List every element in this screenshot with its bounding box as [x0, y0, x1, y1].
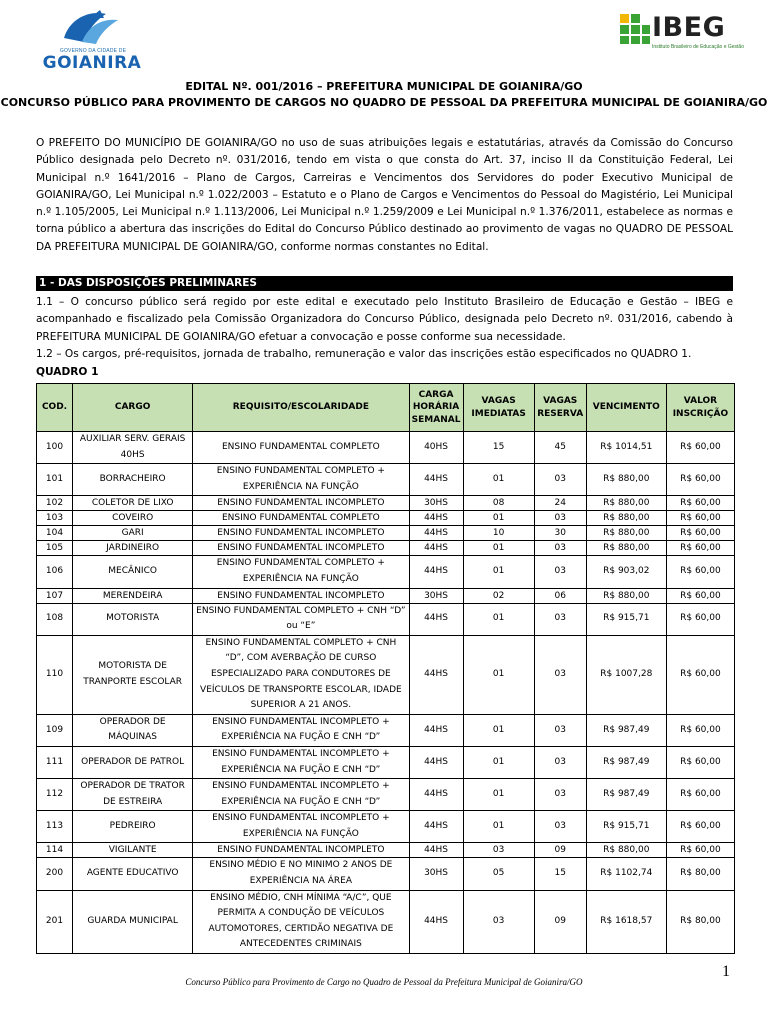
table-cell: R$ 903,02	[586, 556, 666, 588]
table-cell: 05	[463, 858, 534, 890]
table-cell: ENSINO FUNDAMENTAL COMPLETO + EXPERIÊNCIA NA FUNÇÃO	[193, 556, 409, 588]
table-cell: R$ 1618,57	[586, 890, 666, 953]
table-cell: 15	[463, 432, 534, 464]
table-cell: R$ 987,49	[586, 746, 666, 778]
table-cell: VIGILANTE	[73, 843, 193, 858]
table-cell: 201	[37, 890, 73, 953]
table-cell: 108	[37, 603, 73, 635]
table-cell: ENSINO FUNDAMENTAL COMPLETO	[193, 432, 409, 464]
table-cell: 40HS	[409, 432, 463, 464]
table-cell: ENSINO FUNDAMENTAL COMPLETO + EXPERIÊNCIA NA FUNÇÃO	[193, 464, 409, 496]
table-cell: 30HS	[409, 588, 463, 603]
table-cell: PEDREIRO	[73, 811, 193, 843]
header-cell: REQUISITO/ESCOLARIDADE	[193, 384, 409, 432]
table-cell: 44HS	[409, 746, 463, 778]
table-cell: R$ 987,49	[586, 714, 666, 746]
concurso-title: CONCURSO PÚBLICO PARA PROVIMENTO DE CARGOS NO QUADRO DE PESSOAL DA PREFEITURA MUNICIPAL DE GOIANIRA/GO	[0, 96, 768, 109]
table-cell: 112	[37, 779, 73, 811]
table-row	[37, 779, 735, 811]
table-cell: 101	[37, 464, 73, 496]
table-row	[37, 556, 735, 588]
table-cell: 03	[534, 714, 586, 746]
table-cell: 109	[37, 714, 73, 746]
table-cell: 01	[463, 556, 534, 588]
table-cell: GARI	[73, 526, 193, 541]
table-cell: ENSINO MÉDIO E NO MINIMO 2 ANOS DE EXPERIÊNCIA NA ÁREA	[193, 858, 409, 890]
table-row	[37, 511, 735, 526]
table-cell: R$ 880,00	[586, 588, 666, 603]
table-cell: 08	[463, 496, 534, 511]
table-row	[37, 635, 735, 714]
header-cell: CARGO	[73, 384, 193, 432]
table-cell: ENSINO FUNDAMENTAL COMPLETO + CNH “D” ou “E”	[193, 603, 409, 635]
table-cell: OPERADOR DE TRATOR DE ESTREIRA	[73, 779, 193, 811]
table-cell: R$ 915,71	[586, 603, 666, 635]
table-cell: 44HS	[409, 779, 463, 811]
table-cell: 100	[37, 432, 73, 464]
edital-title: EDITAL Nº. 001/2016 – PREFEITURA MUNICIPAL DE GOIANIRA/GO	[185, 80, 583, 93]
table-cell: MERENDEIRA	[73, 588, 193, 603]
table-cell: 10	[463, 526, 534, 541]
table-cell: 103	[37, 511, 73, 526]
table-row	[37, 714, 735, 746]
table-row	[37, 588, 735, 603]
table-row	[37, 746, 735, 778]
page-number: 1	[722, 963, 730, 980]
table-cell: ENSINO FUNDAMENTAL INCOMPLETO + EXPERIÊNCIA NA FUÇÃO E CNH “D”	[193, 746, 409, 778]
quadro-label: QUADRO 1	[36, 366, 99, 378]
table-cell: 15	[534, 858, 586, 890]
table-cell: 01	[463, 714, 534, 746]
intro-paragraph: O PREFEITO DO MUNICÍPIO DE GOIANIRA/GO no uso de suas atribuições legais e estatutárias, através da Comissão do Concurso Público designada pelo Decreto nº. 031/2016, tendo em vista o que consta do Art. 37, inciso II da Constituição Federal, Lei Municipal n.º 1641/2016 – Plano de Cargos, Carreiras e Vencimentos dos Servidores do poder Executivo Municipal de GOIANIRA/GO, Lei Municipal n.º 1.022/2003 – Estatuto e o Plano de Cargos e Vencimentos do Pessoal do Magistério, Lei Municipal n.º 1.105/2005, Lei Municipal n.º 1.113/2006, Lei Municipal n.º 1.259/2009 e Lei Municipal n.º 1.376/2011, estabelece as normas e torna público a abertura das inscrições do Edital do Concurso Público destinado ao provimento de vagas no QUADRO DE PESSOAL DA PREFEITURA MUNICIPAL DE GOIANIRA/GO, conforme normas constantes no Edital.	[36, 137, 733, 253]
table-cell: 110	[37, 635, 73, 714]
table-cell: 01	[463, 811, 534, 843]
quadro-table	[36, 383, 735, 954]
ibeg-logo	[620, 12, 744, 54]
table-cell: 104	[37, 526, 73, 541]
table-cell: 03	[534, 464, 586, 496]
table-cell: R$ 60,00	[666, 541, 734, 556]
table-cell: MECÂNICO	[73, 556, 193, 588]
table-row	[37, 843, 735, 858]
table-cell: R$ 60,00	[666, 432, 734, 464]
table-body	[37, 432, 735, 954]
table-cell: 114	[37, 843, 73, 858]
table-cell: R$ 60,00	[666, 511, 734, 526]
table-cell: R$ 1102,74	[586, 858, 666, 890]
table-cell: 01	[463, 511, 534, 526]
table-cell: 03	[534, 779, 586, 811]
section-title: 1 - DAS DISPOSIÇÕES PRELIMINARES	[39, 277, 257, 289]
table-cell: 01	[463, 746, 534, 778]
table-cell: 44HS	[409, 635, 463, 714]
table-row	[37, 811, 735, 843]
table-cell: 45	[534, 432, 586, 464]
table-cell: 06	[534, 588, 586, 603]
table-row	[37, 496, 735, 511]
table-cell: R$ 1014,51	[586, 432, 666, 464]
table-cell: R$ 880,00	[586, 526, 666, 541]
table-cell: OPERADOR DE PATROL	[73, 746, 193, 778]
table-cell: 01	[463, 464, 534, 496]
ibeg-name: IBEG	[652, 12, 726, 43]
table-row	[37, 464, 735, 496]
table-cell: 09	[534, 890, 586, 953]
table-cell: 44HS	[409, 603, 463, 635]
table-cell: R$ 60,00	[666, 588, 734, 603]
table-cell: ENSINO FUNDAMENTAL INCOMPLETO + EXPERIÊNCIA NA FUÇÃO E CNH “D”	[193, 714, 409, 746]
table-cell: OPERADOR DE MÁQUINAS	[73, 714, 193, 746]
table-cell: 03	[534, 811, 586, 843]
table-cell: ENSINO MÉDIO, CNH MÍNIMA “A/C”, QUE PERMITA A CONDUÇÃO DE VEÍCULOS AUTOMOTORES, CERTIDÃO NEGATIVA DE ANTECEDENTES CRIMINAIS	[193, 890, 409, 953]
table-cell: R$ 60,00	[666, 746, 734, 778]
table-row	[37, 890, 735, 953]
table-cell: 105	[37, 541, 73, 556]
table-cell: R$ 1007,28	[586, 635, 666, 714]
table-cell: 03	[463, 843, 534, 858]
table-cell: 44HS	[409, 511, 463, 526]
footer-text: Concurso Público para Provimento de Cargo no Quadro de Pessoal da Prefeitura Municipal de Goianira/GO	[185, 977, 583, 987]
table-cell: 03	[534, 635, 586, 714]
table-cell: 44HS	[409, 843, 463, 858]
table-cell: 03	[534, 603, 586, 635]
paragraph-1-1: 1.1 – O concurso público será regido por este edital e executado pelo Instituto Brasileiro de Educação e Gestão – IBEG e acompanhado e fiscalizado pela Comissão Organizadora do Concurso Público, designada pelo Decreto nº. 031/2016, cabendo à PREFEITURA MUNICIPAL DE GOIANIRA/GO efetuar a convocação e posse conforme sua necessidade.	[36, 296, 733, 343]
table-cell: 01	[463, 603, 534, 635]
table-cell: 30HS	[409, 858, 463, 890]
table-cell: R$ 60,00	[666, 811, 734, 843]
header-cell: VALOR INSCRIÇÃO	[666, 384, 734, 432]
table-cell: R$ 60,00	[666, 603, 734, 635]
table-cell: R$ 60,00	[666, 714, 734, 746]
table-cell: 03	[534, 746, 586, 778]
goianira-emblem-icon	[60, 8, 120, 48]
table-cell: ENSINO FUNDAMENTAL COMPLETO + CNH “D”, COM AVERBAÇÃO DE CURSO ESPECIALIZADO PARA CONDUTORES DE VEÍCULOS DE TRANSPORTE ESCOLAR, IDADE SUPERIOR A 21 ANOS.	[193, 635, 409, 714]
table-cell: 44HS	[409, 541, 463, 556]
table-cell: R$ 60,00	[666, 635, 734, 714]
table-cell: R$ 880,00	[586, 511, 666, 526]
header-cell: COD.	[37, 384, 73, 432]
table-cell: JARDINEIRO	[73, 541, 193, 556]
table-cell: R$ 880,00	[586, 843, 666, 858]
table-cell: 03	[534, 556, 586, 588]
table-cell: R$ 880,00	[586, 496, 666, 511]
table-cell: 24	[534, 496, 586, 511]
table-header-row	[37, 384, 735, 432]
table-row	[37, 603, 735, 635]
table-row	[37, 432, 735, 464]
table-cell: 44HS	[409, 526, 463, 541]
table-cell: 30HS	[409, 496, 463, 511]
table-cell: 44HS	[409, 714, 463, 746]
header-cell: VENCIMENTO	[586, 384, 666, 432]
table-cell: AGENTE EDUCATIVO	[73, 858, 193, 890]
table-cell: R$ 60,00	[666, 556, 734, 588]
header-cell: VAGAS RESERVA	[534, 384, 586, 432]
logo-name: GOIANIRA	[42, 53, 142, 73]
table-cell: COVEIRO	[73, 511, 193, 526]
table-cell: 44HS	[409, 464, 463, 496]
table-cell: R$ 60,00	[666, 464, 734, 496]
table-cell: 44HS	[409, 811, 463, 843]
ibeg-squares-icon	[620, 14, 650, 44]
table-cell: R$ 80,00	[666, 858, 734, 890]
table-cell: R$ 60,00	[666, 496, 734, 511]
table-cell: ENSINO FUNDAMENTAL INCOMPLETO + EXPERIÊNCIA NA FUÇÃO E CNH “D”	[193, 779, 409, 811]
table-cell: R$ 880,00	[586, 464, 666, 496]
ibeg-subtitle: Instituto Brasileiro de Educação e Gestão	[652, 44, 744, 50]
table-cell: R$ 915,71	[586, 811, 666, 843]
table-row	[37, 541, 735, 556]
table-cell: 02	[463, 588, 534, 603]
table-cell: 44HS	[409, 890, 463, 953]
table-cell: 113	[37, 811, 73, 843]
table-cell: COLETOR DE LIXO	[73, 496, 193, 511]
table-cell: 106	[37, 556, 73, 588]
table-cell: 107	[37, 588, 73, 603]
table-cell: R$ 60,00	[666, 526, 734, 541]
logo-small-text: GOVERNO DA CIDADE DE	[59, 48, 127, 54]
table-row	[37, 526, 735, 541]
table-row	[37, 858, 735, 890]
table-cell: ENSINO FUNDAMENTAL INCOMPLETO	[193, 588, 409, 603]
table-cell: 03	[463, 890, 534, 953]
table-cell: ENSINO FUNDAMENTAL INCOMPLETO	[193, 496, 409, 511]
table-cell: 44HS	[409, 556, 463, 588]
table-cell: 200	[37, 858, 73, 890]
table-cell: R$ 987,49	[586, 779, 666, 811]
table-cell: ENSINO FUNDAMENTAL COMPLETO	[193, 511, 409, 526]
table-cell: 03	[534, 511, 586, 526]
table-cell: R$ 60,00	[666, 779, 734, 811]
table-cell: MOTORISTA DE TRANPORTE ESCOLAR	[73, 635, 193, 714]
table-cell: 111	[37, 746, 73, 778]
table-cell: R$ 60,00	[666, 843, 734, 858]
table-cell: AUXILIAR SERV. GERAIS 40HS	[73, 432, 193, 464]
header-cell: CARGA HORÁRIA SEMANAL	[409, 384, 463, 432]
table-cell: BORRACHEIRO	[73, 464, 193, 496]
table-cell: MOTORISTA	[73, 603, 193, 635]
paragraph-1-2: 1.2 – Os cargos, pré-requisitos, jornada de trabalho, remuneração e valor das inscrições estão especificados no QUADRO 1.	[36, 348, 692, 360]
table-cell: ENSINO FUNDAMENTAL INCOMPLETO	[193, 541, 409, 556]
table-cell: ENSINO FUNDAMENTAL INCOMPLETO	[193, 843, 409, 858]
table-cell: 30	[534, 526, 586, 541]
table-cell: ENSINO FUNDAMENTAL INCOMPLETO	[193, 526, 409, 541]
table-cell: R$ 80,00	[666, 890, 734, 953]
table-cell: GUARDA MUNICIPAL	[73, 890, 193, 953]
header-cell: VAGAS IMEDIATAS	[463, 384, 534, 432]
table-cell: R$ 880,00	[586, 541, 666, 556]
table-cell: 01	[463, 779, 534, 811]
table-cell: 09	[534, 843, 586, 858]
section-header	[36, 276, 733, 291]
table-cell: ENSINO FUNDAMENTAL INCOMPLETO + EXPERIÊNCIA NA FUNÇÃO	[193, 811, 409, 843]
goianira-logo	[40, 8, 140, 72]
table-cell: 01	[463, 635, 534, 714]
table-cell: 03	[534, 541, 586, 556]
table-cell: 102	[37, 496, 73, 511]
table-cell: 01	[463, 541, 534, 556]
